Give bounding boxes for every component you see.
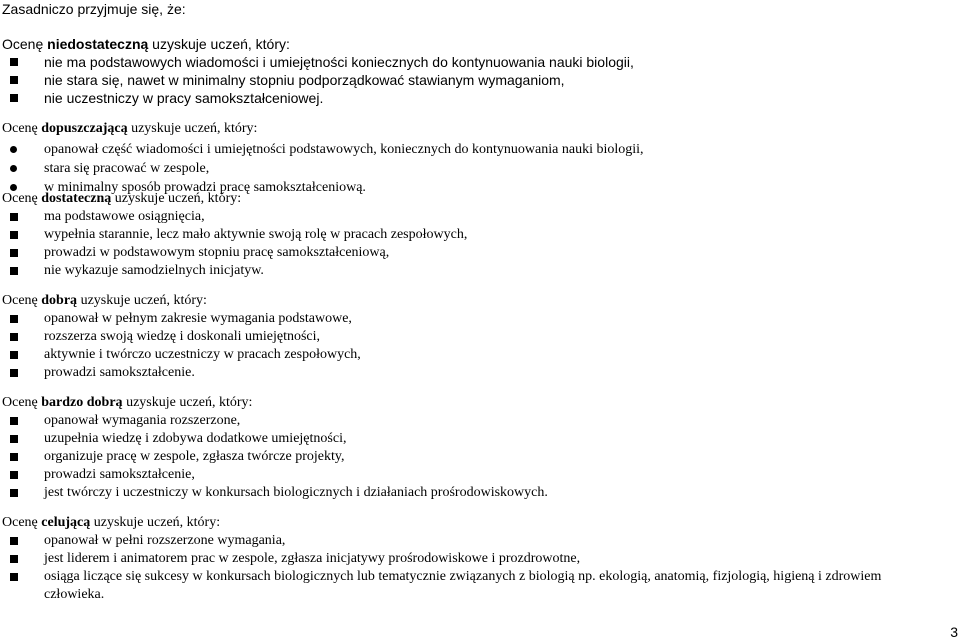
round-bullet-icon — [10, 146, 17, 153]
criterion-text: organizuje pracę w zespole, zgłasza twórcze projekty, — [44, 449, 345, 464]
square-bullet-icon — [10, 573, 18, 581]
criterion-text: stara się pracować w zespole, — [44, 161, 210, 176]
grade-section-dobra — [2, 292, 952, 382]
grade-name: bardzo dobrą — [41, 395, 123, 410]
grade-section-bardzo-dobra — [2, 394, 952, 502]
list-item — [2, 244, 952, 262]
heading-prefix: Ocenę — [2, 121, 42, 136]
list-item — [2, 532, 952, 550]
square-bullet-icon — [10, 489, 18, 497]
square-bullet-icon — [10, 471, 18, 479]
criterion-text: ma podstawowe osiągnięcia, — [44, 209, 205, 224]
list-item — [2, 484, 952, 502]
list-item — [2, 550, 952, 568]
grade-criteria-list — [2, 412, 952, 502]
list-item — [2, 53, 952, 71]
grade-name: dostateczną — [41, 191, 112, 206]
heading-suffix: uzyskuje uczeń, który: — [122, 395, 253, 410]
square-bullet-icon — [10, 417, 18, 425]
criterion-text: nie ma podstawowych wiadomości i umiejętności koniecznych do kontynuowania nauki biologii, — [44, 54, 634, 70]
list-item — [2, 310, 952, 328]
list-item — [2, 364, 952, 382]
list-item — [2, 568, 952, 604]
grade-criteria-list — [2, 138, 952, 197]
heading-prefix: Ocenę — [2, 191, 42, 206]
square-bullet-icon — [10, 58, 18, 66]
heading-prefix: Ocenę — [2, 293, 42, 308]
grade-section-niedostateczna — [2, 35, 952, 107]
heading-prefix: Ocenę — [2, 515, 42, 530]
square-bullet-icon — [10, 315, 18, 323]
grade-heading — [2, 35, 952, 53]
list-item — [2, 328, 952, 346]
criterion-text: opanował wymagania rozszerzone, — [44, 413, 241, 428]
grade-criteria-list — [2, 532, 952, 604]
criterion-text: prowadzi w podstawowym stopniu pracę samokształceniową, — [44, 245, 390, 260]
grade-heading — [2, 514, 952, 532]
criterion-text-continued: człowieka. — [44, 587, 105, 602]
square-bullet-icon — [10, 231, 18, 239]
criterion-text: w minimalny sposób prowadzi pracę samokształceniową. — [44, 180, 366, 195]
criterion-text: nie stara się, nawet w minimalny stopniu podporządkować stawianym wymaganiom, — [44, 72, 565, 88]
grade-section-celujaca — [2, 514, 952, 604]
square-bullet-icon — [10, 76, 18, 84]
heading-suffix: uzyskuje uczeń, który: — [111, 191, 242, 206]
list-item — [2, 89, 952, 107]
list-item — [2, 466, 952, 484]
list-item — [2, 226, 952, 244]
criterion-text: nie wykazuje samodzielnych inicjatyw. — [44, 263, 264, 278]
grade-heading — [2, 190, 952, 208]
criterion-text: osiąga liczące się sukcesy w konkursach biologicznych lub tematycznie związanych z biologią np. ekologią, anatomią, fizjologią, higieną i zdrowiem — [44, 569, 882, 584]
square-bullet-icon — [10, 453, 18, 461]
criterion-text: prowadzi samokształcenie, — [44, 467, 195, 482]
grade-criteria-list — [2, 53, 952, 107]
square-bullet-icon — [10, 213, 18, 221]
criterion-text: jest liderem i animatorem prac w zespole, zgłasza inicjatywy prośrodowiskowe i prozdrowotne, — [44, 551, 581, 566]
list-item — [2, 140, 952, 159]
list-item — [2, 430, 952, 448]
square-bullet-icon — [10, 351, 18, 359]
list-item — [2, 159, 952, 178]
grade-section-dostateczna — [2, 190, 952, 280]
grade-heading — [2, 394, 952, 412]
criterion-text: opanował część wiadomości i umiejętności podstawowych, koniecznych do kontynuowania nauki biologii, — [44, 142, 644, 157]
grade-criteria-list — [2, 310, 952, 382]
grade-name: niedostateczną — [47, 36, 149, 52]
heading-prefix: Ocenę — [2, 36, 48, 52]
grade-name: dopuszczającą — [41, 121, 128, 136]
intro-text: Zasadniczo przyjmuje się, że: — [2, 1, 186, 17]
square-bullet-icon — [10, 249, 18, 257]
heading-suffix: uzyskuje uczeń, który: — [90, 515, 221, 530]
page-number: 3 — [950, 624, 958, 640]
square-bullet-icon — [10, 94, 18, 102]
heading-suffix: uzyskuje uczeń, który: — [77, 293, 207, 308]
criterion-text: prowadzi samokształcenie. — [44, 365, 195, 380]
grade-heading — [2, 120, 952, 138]
grade-section-dopuszczajaca — [2, 120, 952, 197]
round-bullet-icon — [10, 165, 17, 172]
list-item — [2, 208, 952, 226]
square-bullet-icon — [10, 369, 18, 377]
criterion-text: nie uczestniczy w pracy samokształceniowej. — [44, 90, 324, 106]
criterion-text: uzupełnia wiedzę i zdobywa dodatkowe umiejętności, — [44, 431, 347, 446]
heading-prefix: Ocenę — [2, 395, 42, 410]
criterion-text: rozszerza swoją wiedzę i doskonali umiejętności, — [44, 329, 321, 344]
grade-name: dobrą — [41, 293, 78, 308]
grade-name: celującą — [41, 515, 91, 530]
heading-suffix: uzyskuje uczeń, który: — [148, 36, 290, 52]
criterion-text: opanował w pełni rozszerzone wymagania, — [44, 533, 286, 548]
criterion-text: wypełnia starannie, lecz mało aktywnie swoją rolę w pracach zespołowych, — [44, 227, 468, 242]
square-bullet-icon — [10, 267, 18, 275]
square-bullet-icon — [10, 537, 18, 545]
heading-suffix: uzyskuje uczeń, który: — [127, 121, 258, 136]
square-bullet-icon — [10, 333, 18, 341]
square-bullet-icon — [10, 435, 18, 443]
list-item — [2, 262, 952, 280]
list-item — [2, 71, 952, 89]
list-item — [2, 412, 952, 430]
criterion-text: opanował w pełnym zakresie wymagania podstawowe, — [44, 311, 352, 326]
list-item — [2, 448, 952, 466]
grade-criteria-list — [2, 208, 952, 280]
criterion-text: jest twórczy i uczestniczy w konkursach biologicznych i działaniach prośrodowiskowych. — [44, 485, 548, 500]
square-bullet-icon — [10, 555, 18, 563]
grade-heading — [2, 292, 952, 310]
list-item — [2, 346, 952, 364]
criterion-text: aktywnie i twórczo uczestniczy w pracach zespołowych, — [44, 347, 361, 362]
